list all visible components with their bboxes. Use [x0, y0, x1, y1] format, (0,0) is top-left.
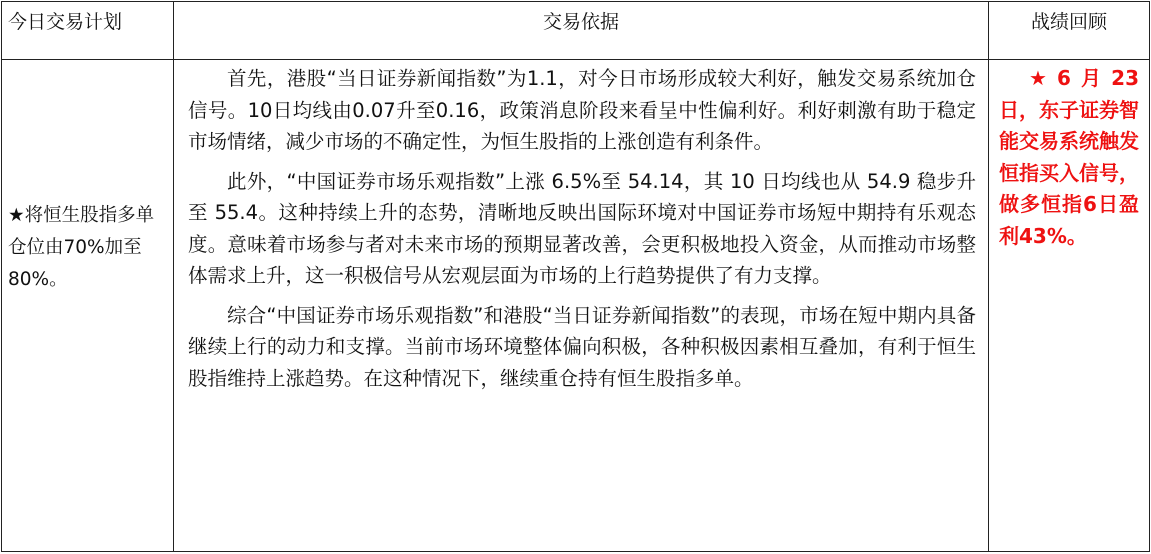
table-header-row [2, 2, 1150, 60]
trading-basis-cell [174, 60, 989, 552]
basis-paragraph-3: 综合“中国证券市场乐观指数”和港股“当日证券新闻指数”的表现，市场在短中期内具备继续上行的动力和支撑。当前市场环境整体偏向积极，各种积极因素相互叠加，有利于恒生股指维持上涨趋势。在这种情况下，继续重仓持有恒生股指多单。 [188, 303, 976, 390]
today-plan-cell: ★将恒生股指多单仓位由70%加至80%。 [2, 60, 174, 552]
header-today-plan: 今日交易计划 [2, 2, 174, 60]
table-body-row [2, 60, 1150, 552]
basis-paragraph-1: 首先，港股“当日证券新闻指数”为1.1，对今日市场形成较大利好，触发交易系统加仓信号。10日均线由0.07升至0.16，政策消息阶段来看呈中性偏利好。利好刺激有助于稳定市场情绪，减少市场的不确定性，为恒生股指的上涨创造有利条件。 [188, 67, 976, 153]
header-performance-review: 战绩回顾 [989, 2, 1150, 60]
basis-paragraph-2: 此外，“中国证券市场乐观指数”上涨 6.5%至 54.14，其 10 日均线也从 54.9 稳步升至 55.4。这种持续上升的态势，清晰地反映出国际环境对中国证券市场短中期持有乐观态度。意味着市场参与者对未来市场的预期显著改善，会更积极地投入资金，从而推动市场整体需求上升，这一积极信号从宏观层面为市场的上行趋势提供了有力支撑。 [188, 169, 976, 287]
trading-plan-table [1, 1, 1150, 552]
performance-review-cell: ★6月23日，东子证券智能交易系统触发恒指买入信号，做多恒指6日盈利43%。 [989, 60, 1150, 552]
header-trading-basis: 交易依据 [174, 2, 989, 60]
